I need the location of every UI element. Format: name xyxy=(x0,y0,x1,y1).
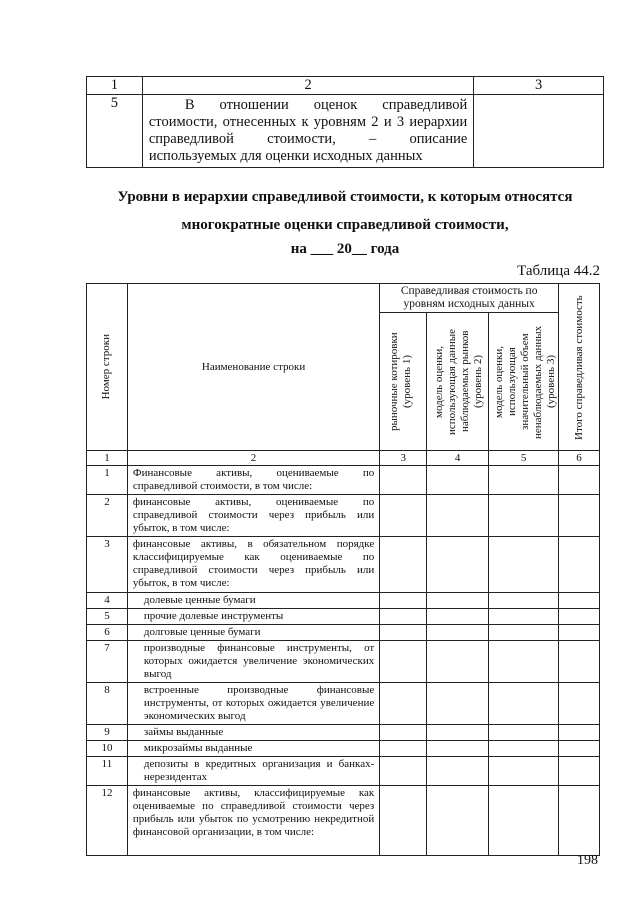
value-cell xyxy=(559,593,600,609)
header-level-2: модель оценки, использующая данные наблюдаемых рынков (уровень 2) xyxy=(427,313,489,451)
table-label: Таблица 44.2 xyxy=(517,263,600,279)
cont-col-3: 3 xyxy=(474,77,604,95)
row-name: финансовые активы, в обязательном порядке классифицируемые как оцениваемые по справедливой стоимости через прибыль или убыток, в том числе: xyxy=(127,537,379,593)
header-fair-value-levels: Справедливая стоимость по уровням исходных данных xyxy=(380,284,559,313)
section-heading-line-1: Уровни в иерархии справедливой стоимости, к которым относятся xyxy=(117,189,573,205)
row-name: прочие долевые инструменты xyxy=(127,609,379,625)
value-cell xyxy=(559,625,600,641)
value-cell xyxy=(380,609,427,625)
row-name: депозиты в кредитных организация и банках-нерезидентах xyxy=(127,757,379,786)
row-number: 2 xyxy=(87,495,128,537)
value-cell xyxy=(559,786,600,856)
cont-line-4: используемых для оценки исходных данных xyxy=(148,148,423,164)
row-name: финансовые активы, оцениваемые по справедливой стоимости через прибыль или убыток, в том числе: xyxy=(127,495,379,537)
value-cell xyxy=(427,495,489,537)
cont-line-1: В отношении оценок справедливой xyxy=(184,97,468,113)
value-cell xyxy=(559,757,600,786)
value-cell xyxy=(559,609,600,625)
value-cell xyxy=(427,641,489,683)
value-cell xyxy=(489,786,559,856)
row-number: 8 xyxy=(87,683,128,725)
header-total-fair-value: Итого справедливая стоимость xyxy=(559,284,600,451)
table-row xyxy=(87,537,600,593)
value-cell xyxy=(489,593,559,609)
value-cell xyxy=(427,757,489,786)
value-cell xyxy=(380,641,427,683)
col-number-1: 1 xyxy=(87,451,128,466)
value-cell xyxy=(559,495,600,537)
table-row xyxy=(87,725,600,741)
row-name: займы выданные xyxy=(127,725,379,741)
section-heading-date: на ___ 20__ года xyxy=(290,241,400,257)
value-cell xyxy=(559,683,600,725)
value-cell xyxy=(489,495,559,537)
row-number: 10 xyxy=(87,741,128,757)
table-row xyxy=(87,495,600,537)
col-number-4: 4 xyxy=(427,451,489,466)
col-number-6: 6 xyxy=(559,451,600,466)
value-cell xyxy=(427,786,489,856)
value-cell xyxy=(559,537,600,593)
row-number: 5 xyxy=(87,609,128,625)
header-row-name: Наименование строки xyxy=(127,284,379,451)
row-number: 12 xyxy=(87,786,128,856)
row-name: долевые ценные бумаги xyxy=(127,593,379,609)
fair-value-table xyxy=(86,283,600,856)
col-number-3: 3 xyxy=(380,451,427,466)
cont-col-2: 2 xyxy=(142,77,473,95)
value-cell xyxy=(489,725,559,741)
table-row xyxy=(87,786,600,856)
continuation-table xyxy=(86,76,604,168)
value-cell xyxy=(427,725,489,741)
cont-row-text xyxy=(142,95,473,168)
value-cell xyxy=(489,625,559,641)
row-number: 1 xyxy=(87,466,128,495)
header-level-1: рыночные котировки (уровень 1) xyxy=(380,313,427,451)
row-number: 3 xyxy=(87,537,128,593)
table-row xyxy=(87,609,600,625)
value-cell xyxy=(380,495,427,537)
value-cell xyxy=(380,466,427,495)
header-level-3: модель оценки, использующая значительный объем ненаблюдаемых данных (уровень 3) xyxy=(489,313,559,451)
value-cell xyxy=(489,757,559,786)
row-number: 4 xyxy=(87,593,128,609)
value-cell xyxy=(380,593,427,609)
value-cell xyxy=(380,625,427,641)
cont-line-3: справедливой стоимости, – описание xyxy=(148,131,468,147)
table-row xyxy=(87,741,600,757)
cont-row-number: 5 xyxy=(87,95,143,168)
value-cell xyxy=(380,757,427,786)
cont-row-col3 xyxy=(474,95,604,168)
value-cell xyxy=(489,537,559,593)
table-row xyxy=(87,466,600,495)
value-cell xyxy=(427,537,489,593)
value-cell xyxy=(427,741,489,757)
value-cell xyxy=(380,683,427,725)
table-row xyxy=(87,593,600,609)
row-name: встроенные производные финансовые инструменты, от которых ожидается увеличение экономических выгод xyxy=(127,683,379,725)
value-cell xyxy=(559,725,600,741)
value-cell xyxy=(427,466,489,495)
row-name: долговые ценные бумаги xyxy=(127,625,379,641)
page-number: 198 xyxy=(577,853,598,868)
col-number-5: 5 xyxy=(489,451,559,466)
row-number: 11 xyxy=(87,757,128,786)
row-number: 9 xyxy=(87,725,128,741)
row-number: 7 xyxy=(87,641,128,683)
col-number-2: 2 xyxy=(127,451,379,466)
cont-line-2: стоимости, отнесенных к уровням 2 и 3 иерархии xyxy=(148,114,468,130)
value-cell xyxy=(427,593,489,609)
value-cell xyxy=(427,683,489,725)
table-row xyxy=(87,641,600,683)
section-heading-line-2: многократные оценки справедливой стоимости, xyxy=(181,217,509,233)
value-cell xyxy=(489,466,559,495)
table-row xyxy=(87,683,600,725)
row-name: финансовые активы, классифицируемые как оцениваемые по справедливой стоимости через прибыль или убыток по усмотрению некредитной финансовой организации, в том числе: xyxy=(127,786,379,856)
value-cell xyxy=(427,609,489,625)
value-cell xyxy=(380,741,427,757)
row-name: производные финансовые инструменты, от которых ожидается увеличение экономических выгод xyxy=(127,641,379,683)
value-cell xyxy=(380,786,427,856)
value-cell xyxy=(489,641,559,683)
value-cell xyxy=(489,741,559,757)
row-name: микрозаймы выданные xyxy=(127,741,379,757)
value-cell xyxy=(489,609,559,625)
value-cell xyxy=(489,683,559,725)
table-row xyxy=(87,625,600,641)
value-cell xyxy=(427,625,489,641)
row-name: Финансовые активы, оцениваемые по справедливой стоимости, в том числе: xyxy=(127,466,379,495)
value-cell xyxy=(380,537,427,593)
row-number: 6 xyxy=(87,625,128,641)
table-row xyxy=(87,757,600,786)
value-cell xyxy=(559,641,600,683)
header-row-number: Номер строки xyxy=(87,284,128,451)
cont-col-1: 1 xyxy=(87,77,143,95)
value-cell xyxy=(380,725,427,741)
value-cell xyxy=(559,741,600,757)
value-cell xyxy=(559,466,600,495)
